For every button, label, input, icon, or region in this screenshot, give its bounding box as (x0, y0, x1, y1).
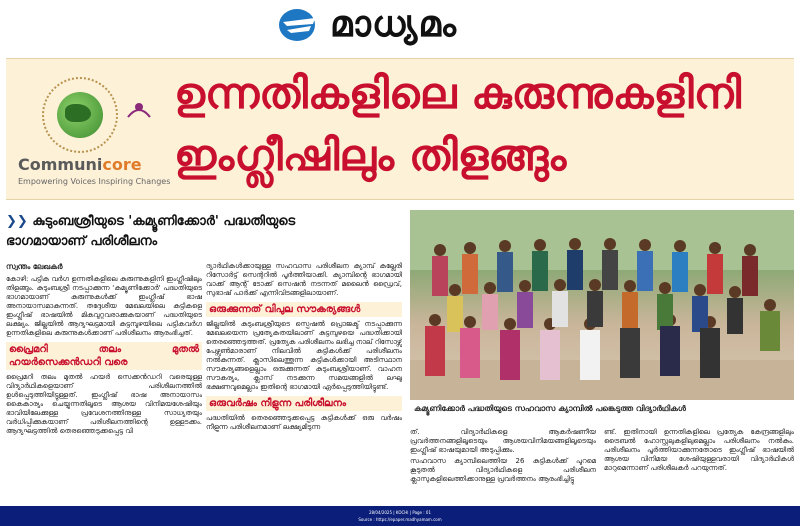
paragraph: ണ്ട്. ഇതിനായി ഉന്നതികളിലെ പ്രത്യേക കേന്ദ്രങ്ങളിലും ട്രൈബൽ ഹോസ്റ്റലുകളിലുമെല്ലാം പരിശീലനം നൽകും. പരിശീലനം പൂർത്തിയാക്കുന്നതോടെ ഇംഗ്ലീഷ് ഭാഷയിൽ ആശയ വിനിമയ ശേഷിയുള്ളവരായി വിദ്യാർഥികൾ മാറുമെന്നാണ് പരിശീലകർ പറയുന്നത്. (604, 428, 794, 472)
footer-page-info: 28/04/2025 | KOCHI | Page : 01 (368, 510, 432, 515)
main-headline (174, 63, 784, 187)
article-column-3 (410, 428, 596, 500)
article-column-1 (6, 262, 202, 500)
section-heading: ഒരുവർഷം നീളുന്ന പരിശീലനം (206, 396, 402, 411)
paragraph: ദ്യാർഥികൾക്കായുള്ള സഹവാസ പരിശീലന ക്യാമ്പ് കല്ലേരി റിസോർട്ട് സെന്ററിൽ പൂർത്തിയാക്കി. ക്യാമ്പിന്റെ ഭാഗമായി വാക്ക് ആന്റ് ടോക്ക് സെഷൻ നടന്നത് മലൈൻ ഡ്രൈവ്, സുഭാഷ് പാർക്ക് എന്നിവിടങ്ങളിലായാണ്. (206, 262, 402, 297)
kudumbashree-mark-icon (124, 99, 154, 129)
section-heading: പ്രൈമറി തലം മുതൽ ഹയർസെക്കൻഡറി വരെ (6, 342, 202, 370)
communicore-logo-name: Communicore (18, 155, 142, 174)
photo-caption: കമ്യൂണിക്കോർ പദ്ധതിയുടെ സഹവാസ ക്യാമ്പിൽ പങ്കെടുത്ത വിദ്യാർഥികൾ (414, 404, 686, 413)
double-chevron-icon: ❯❯ (6, 214, 33, 229)
paragraph: ത്. വിദ്യാർഥികളെ ആകർഷണീയ പ്രവർത്തനങ്ങളിലൂടെയും ആശയവിനിമയങ്ങളിലൂടെയും ഇംഗ്ലീഷ് ഭാഷയുമായി അടുപ്പിക്കും. (410, 428, 596, 454)
paragraph: ജില്ലയിൽ കുടുംബശ്രീയുടെ സ്പെഷൽ പ്രൊജക്ട് നടപ്പാക്കുന്ന മേഖലയെന്ന പ്രത്യേകതയിലാണ് കുട്ടമ്പുഴയെ പദ്ധതിക്കായി തെരഞ്ഞെടുത്തത്. പ്രത്യേക പരിശീലനം ലഭിച്ച നാല് റിസോഴ്സ് പേഴ്സൺമാരാണ് നിലവിൽ കുട്ടികൾക്ക് പരിശീലനം നൽകുന്നത്. ക്ലാസിലെത്തുന്ന കുട്ടികൾക്കായി അടിസ്ഥാന സൗകര്യങ്ങളെല്ലാം ഒരുക്കുന്നത് കുടുംബശ്രീയാണ്. വാഹന സൗകര്യം, ക്ലാസ് നടക്കുന്ന സമയങ്ങളിൽ ലഘു ഭക്ഷണവുമെല്ലാം ഇതിന്റെ ഭാഗമായി ഏർപ്പെടുത്തിയിട്ടുണ്ട്. (206, 320, 402, 391)
globe-icon (42, 77, 118, 153)
article-column-4 (604, 428, 794, 500)
communicore-tagline: Empowering Voices Inspiring Changes (18, 177, 171, 186)
byline: സ്വന്തം ലേഖകർ (6, 262, 63, 271)
students-group-illustration (410, 210, 794, 400)
group-photo (410, 210, 794, 400)
footer-source: Source : https://epaper.madhyamam.com (358, 517, 442, 522)
headline-banner (6, 58, 794, 200)
footer-bar (0, 506, 800, 526)
madhyamam-logo-icon (277, 6, 323, 44)
paragraph: പദ്ധതിയിൽ തെരഞ്ഞെടുക്കപ്പെട്ട കുട്ടികൾക്ക് ഒരു വർഷം നീളുന്ന പരിശീലനമാണ് ലക്ഷ്യമിടുന്ന (206, 414, 402, 431)
communicore-logo (14, 69, 171, 189)
article-column-2 (206, 262, 402, 500)
headline-line-2: ഇംഗ്ലീഷിലും തിളങ്ങും (174, 131, 567, 181)
masthead-title: മാധ്യമം (330, 4, 458, 45)
paragraph: പ്രൈമറി തലം മുതൽ ഹയർ സെക്കൻഡറി വരെയുള്ള വിദ്യാർഥികളെയാണ് പരിശീലനത്തിൽ ഉൾപ്പെടുത്തിയിട്ടുള്ളത്. ഇംഗ്ലീഷ് ഭാഷ അനായാസം കൈകാര്യം ചെയ്യുന്നതിലൂടെ ആശയ വിനിമയശേഷിയും ഭാവിയിലേക്കുള്ള പ്രവേശനത്തിനുള്ള സാധ്യതയും വർധിപ്പിക്കുകയാണ് പരിശീലനത്തിന്റെ ഉള്ളടക്കം. ആദ്യഘട്ടത്തിൽ തെരഞ്ഞെടുക്കപ്പെട്ട വി (6, 373, 202, 435)
masthead (0, 0, 800, 52)
paragraph: കോഴി: പട്ടിക വർഗ ഉന്നതികളിലെ കുരുന്നുകളിനി ഇംഗ്ലീഷിലും തിളങ്ങും. കുടുംബശ്രീ നടപ്പാക്കുന്ന 'കമ്യൂണിക്കോർ' പദ്ധതിയുടെ ഭാഗമായാണ് കുരുന്നുകൾക്ക് ഇംഗ്ലീഷ് ഭാഷ അനായാസമാകുന്നത്. തദ്ദേശീയ മേഖലയിലെ കുട്ടികളെ ഇംഗ്ലീഷ് ഭാഷയിൽ മികവുറ്റവരാക്കുകയാണ് പദ്ധതിയുടെ ലക്ഷ്യം. ജില്ലയിൽ ആദ്യഘട്ടമായി കുട്ടമ്പുഴയിലെ പട്ടികവർഗ ഉന്നതികളിലെ കുരുന്നുകൾക്കാണ് പരിശീലനം ആരംഭിച്ചത്. (6, 275, 202, 337)
subheading: ❯❯ കുടുംബശ്രീയുടെ 'കമ്യൂണിക്കോർ' പദ്ധതിയുടെ ഭാഗമായാണ് പരിശീലനം (6, 214, 296, 249)
headline-line-1: ഉന്നതികളിലെ കുരുന്നുകളിനി (174, 69, 742, 119)
paragraph: സഹവാസ ക്യാമ്പിലെത്തിയ 26 കുട്ടികൾക്ക് പുറമെ കൂടുതൽ വിദ്യാർഥികളെ പരിശീലന ക്ലാസുകളിലെത്തിക്കാനുള്ള പ്രവർത്തനം ആരംഭിച്ചിട്ടു (410, 457, 596, 483)
section-heading: ഒരുക്കുന്നത് വിപുല സൗകര്യങ്ങൾ (206, 302, 402, 317)
